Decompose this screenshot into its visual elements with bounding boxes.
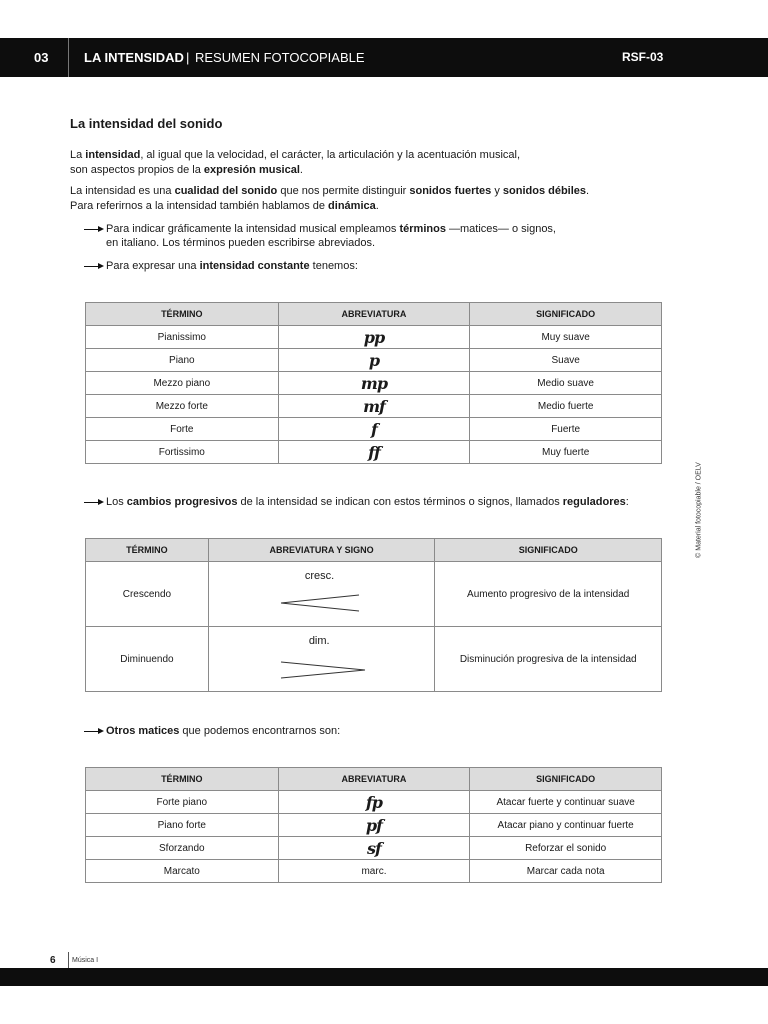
other-dynamics-table [85, 767, 662, 883]
meaning-cell: Atacar piano y continuar fuerte [470, 814, 662, 837]
meaning-cell: Reforzar el sonido [470, 837, 662, 860]
term-cell: Diminuendo [86, 627, 209, 692]
paragraph-quality: La intensidad es una cualidad del sonido que nos permite distinguir sonidos fuertes y sonidos débiles. Para referirnos a la intensidad también hablamos de dinámica. [70, 185, 590, 212]
sheet-code: RSF-03 [622, 50, 664, 64]
header-separator: | [186, 50, 190, 65]
unit-number: 03 [34, 38, 69, 77]
table-header-row [86, 539, 662, 562]
meaning-cell: Muy fuerte [470, 441, 662, 464]
term-cell: Crescendo [86, 562, 209, 627]
unit-title: LA INTENSIDAD [84, 50, 184, 65]
dynamic-mark: pp [278, 326, 470, 349]
term-cell: Sforzando [86, 837, 279, 860]
abbreviation-cell: marc. [278, 860, 470, 883]
term-cell: Piano forte [86, 814, 279, 837]
column-header: SIGNIFICADO [470, 303, 662, 326]
section-title: La intensidad del sonido [70, 116, 223, 131]
arrow-icon [84, 495, 106, 509]
dynamic-mark: sf [278, 837, 470, 860]
meaning-cell: Disminución progresiva de la intensidad [435, 627, 662, 692]
table-row [86, 814, 662, 837]
dynamic-mark: mp [278, 372, 470, 395]
header-bar [0, 38, 768, 77]
dynamic-mark: fp [278, 791, 470, 814]
table-row [86, 562, 662, 627]
meaning-cell: Suave [470, 349, 662, 372]
term-cell: Mezzo forte [86, 395, 279, 418]
abbreviation-sign-cell [208, 627, 435, 692]
book-title: Música I [72, 957, 99, 964]
footer-bar [0, 968, 768, 986]
paragraph-intensity: La intensidad, al igual que la velocidad, el carácter, la articulación y la acentuación musical, son aspectos propios de la expresión musical. [70, 149, 521, 176]
copyright-sidenote: © Material fotocopiable / OELV [695, 462, 703, 558]
term-cell: Fortissimo [86, 441, 279, 464]
meaning-cell: Medio suave [470, 372, 662, 395]
arrow-icon [84, 222, 106, 250]
table-row [86, 860, 662, 883]
abbreviation-sign-cell [208, 562, 435, 627]
column-header: TÉRMINO [86, 539, 209, 562]
bullet-other: Otros matices que podemos encontrarnos son: [84, 724, 340, 738]
table-row [86, 395, 662, 418]
unit-subtitle: RESUMEN FOTOCOPIABLE [195, 50, 365, 65]
bullet-constant: Para expresar una intensidad constante tenemos: [84, 259, 358, 273]
table-row [86, 326, 662, 349]
diminuendo-hairpin-icon [279, 661, 369, 679]
meaning-cell: Marcar cada nota [470, 860, 662, 883]
column-header: SIGNIFICADO [470, 768, 662, 791]
meaning-cell: Aumento progresivo de la intensidad [435, 562, 662, 627]
table-row [86, 349, 662, 372]
meaning-cell: Medio fuerte [470, 395, 662, 418]
dynamic-mark: f [278, 418, 470, 441]
column-header: SIGNIFICADO [435, 539, 662, 562]
term-cell: Pianissimo [86, 326, 279, 349]
crescendo-hairpin-icon [279, 594, 363, 612]
arrow-icon [84, 259, 106, 273]
table-row [86, 837, 662, 860]
column-header: ABREVIATURA [278, 303, 470, 326]
meaning-cell: Muy suave [470, 326, 662, 349]
column-header: TÉRMINO [86, 303, 279, 326]
table-row [86, 627, 662, 692]
dynamic-mark: p [278, 349, 470, 372]
term-cell: Mezzo piano [86, 372, 279, 395]
term-cell: Marcato [86, 860, 279, 883]
table-row [86, 418, 662, 441]
column-header: ABREVIATURA [278, 768, 470, 791]
table-row [86, 441, 662, 464]
dynamic-mark: pf [278, 814, 470, 837]
table-header-row [86, 768, 662, 791]
progressive-changes-table [85, 538, 662, 692]
abbreviation-text: dim. [308, 635, 330, 647]
meaning-cell: Fuerte [470, 418, 662, 441]
arrow-icon [84, 724, 106, 738]
column-header: TÉRMINO [86, 768, 279, 791]
bullet-progressive: Los cambios progresivos de la intensidad se indican con estos términos o signos, llamados reguladores: [84, 495, 629, 509]
dynamic-mark: ff [278, 441, 470, 464]
term-cell: Forte piano [86, 791, 279, 814]
bullet-terms: Para indicar gráficamente la intensidad musical empleamos términos —matices— o signos, en italiano. Los términos pueden escribirse abreviados. [84, 222, 556, 250]
page-number: 6 [50, 955, 56, 966]
meaning-cell: Atacar fuerte y continuar suave [470, 791, 662, 814]
column-header: ABREVIATURA Y SIGNO [208, 539, 435, 562]
term-cell: Forte [86, 418, 279, 441]
constant-intensity-table [85, 302, 662, 464]
table-header-row [86, 303, 662, 326]
table-row [86, 372, 662, 395]
abbreviation-text: cresc. [304, 570, 335, 582]
term-cell: Piano [86, 349, 279, 372]
dynamic-mark: mf [278, 395, 470, 418]
table-row [86, 791, 662, 814]
